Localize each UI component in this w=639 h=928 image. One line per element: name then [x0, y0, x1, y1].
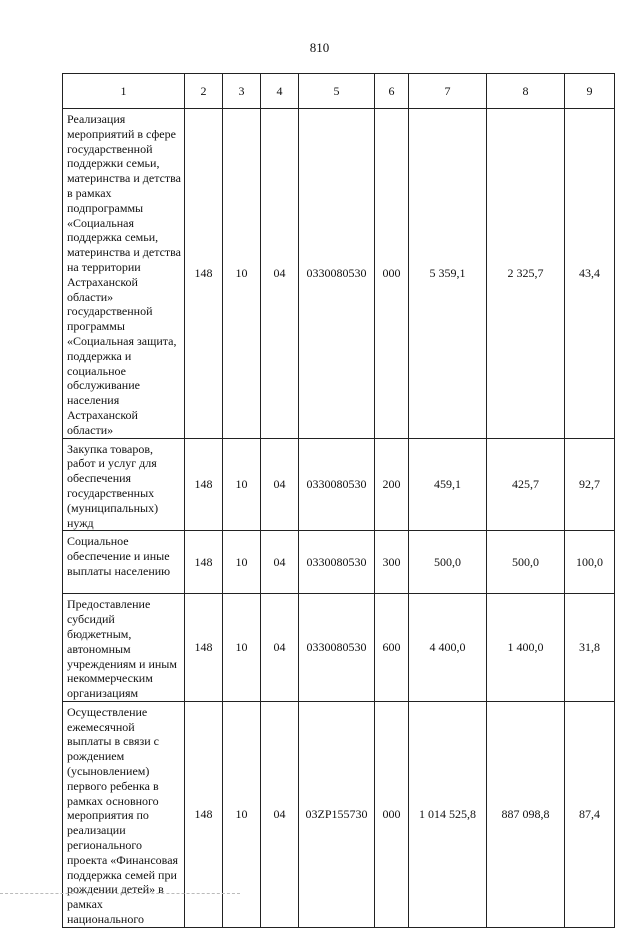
row-cell-7: 1 014 525,8	[409, 701, 487, 927]
header-cell-6: 6	[375, 74, 409, 109]
row-cell-2: 148	[185, 594, 223, 702]
table-row	[63, 594, 615, 702]
row-cell-4: 04	[261, 701, 299, 927]
row-cell-7: 459,1	[409, 438, 487, 531]
row-cell-4: 04	[261, 109, 299, 439]
row-cell-9: 31,8	[565, 594, 615, 702]
row-cell-4: 04	[261, 531, 299, 594]
table-row	[63, 531, 615, 594]
row-cell-9: 87,4	[565, 701, 615, 927]
row-cell-5: 0330080530	[299, 109, 375, 439]
row-description: Предоставление субсидий бюджетным, автономным учреждениям и иным некоммерческим организациям	[63, 594, 185, 702]
row-cell-3: 10	[223, 701, 261, 927]
row-cell-9: 43,4	[565, 109, 615, 439]
row-cell-3: 10	[223, 594, 261, 702]
table-row	[63, 109, 615, 439]
budget-table	[62, 73, 615, 928]
table-row	[63, 438, 615, 531]
row-cell-8: 2 325,7	[487, 109, 565, 439]
header-cell-1: 1	[63, 74, 185, 109]
row-cell-9: 100,0	[565, 531, 615, 594]
header-cell-4: 4	[261, 74, 299, 109]
row-cell-6: 600	[375, 594, 409, 702]
row-cell-4: 04	[261, 594, 299, 702]
row-cell-5: 0330080530	[299, 594, 375, 702]
row-description: Реализация мероприятий в сфере государственной поддержки семьи, материнства и детства в рамках подпрограммы «Социальная поддержка семьи, материнства и детства на территории Астраханской области» государственной программы «Социальная защита, поддержка и социальное обслуживание населения Астраханской области»	[63, 109, 185, 439]
header-cell-8: 8	[487, 74, 565, 109]
row-cell-7: 5 359,1	[409, 109, 487, 439]
header-cell-7: 7	[409, 74, 487, 109]
row-cell-6: 300	[375, 531, 409, 594]
header-cell-2: 2	[185, 74, 223, 109]
row-cell-8: 887 098,8	[487, 701, 565, 927]
row-cell-6: 200	[375, 438, 409, 531]
row-cell-2: 148	[185, 438, 223, 531]
header-cell-9: 9	[565, 74, 615, 109]
row-cell-6: 000	[375, 701, 409, 927]
row-description: Осуществление ежемесячной выплаты в связи с рождением (усыновлением) первого ребенка в рамках основного мероприятия по реализации регионального проекта «Финансовая поддержка семей при рождении детей» в рамках национального	[63, 701, 185, 927]
page-number: 810	[309, 40, 330, 55]
row-cell-3: 10	[223, 531, 261, 594]
header-row	[63, 74, 615, 109]
row-cell-2: 148	[185, 701, 223, 927]
header-cell-3: 3	[223, 74, 261, 109]
header-cell-5: 5	[299, 74, 375, 109]
row-cell-7: 4 400,0	[409, 594, 487, 702]
row-cell-8: 425,7	[487, 438, 565, 531]
row-cell-8: 500,0	[487, 531, 565, 594]
row-cell-4: 04	[261, 438, 299, 531]
row-cell-7: 500,0	[409, 531, 487, 594]
row-cell-6: 000	[375, 109, 409, 439]
row-cell-9: 92,7	[565, 438, 615, 531]
row-cell-8: 1 400,0	[487, 594, 565, 702]
scan-artifact	[0, 893, 240, 895]
row-cell-2: 148	[185, 531, 223, 594]
row-description: Закупка товаров, работ и услуг для обеспечения государственных (муниципальных) нужд	[63, 438, 185, 531]
row-description: Социальное обеспечение и иные выплаты населению	[63, 531, 185, 594]
row-cell-3: 10	[223, 438, 261, 531]
row-cell-5: 0330080530	[299, 531, 375, 594]
row-cell-5: 0330080530	[299, 438, 375, 531]
row-cell-5: 03ZP155730	[299, 701, 375, 927]
row-cell-3: 10	[223, 109, 261, 439]
row-cell-2: 148	[185, 109, 223, 439]
